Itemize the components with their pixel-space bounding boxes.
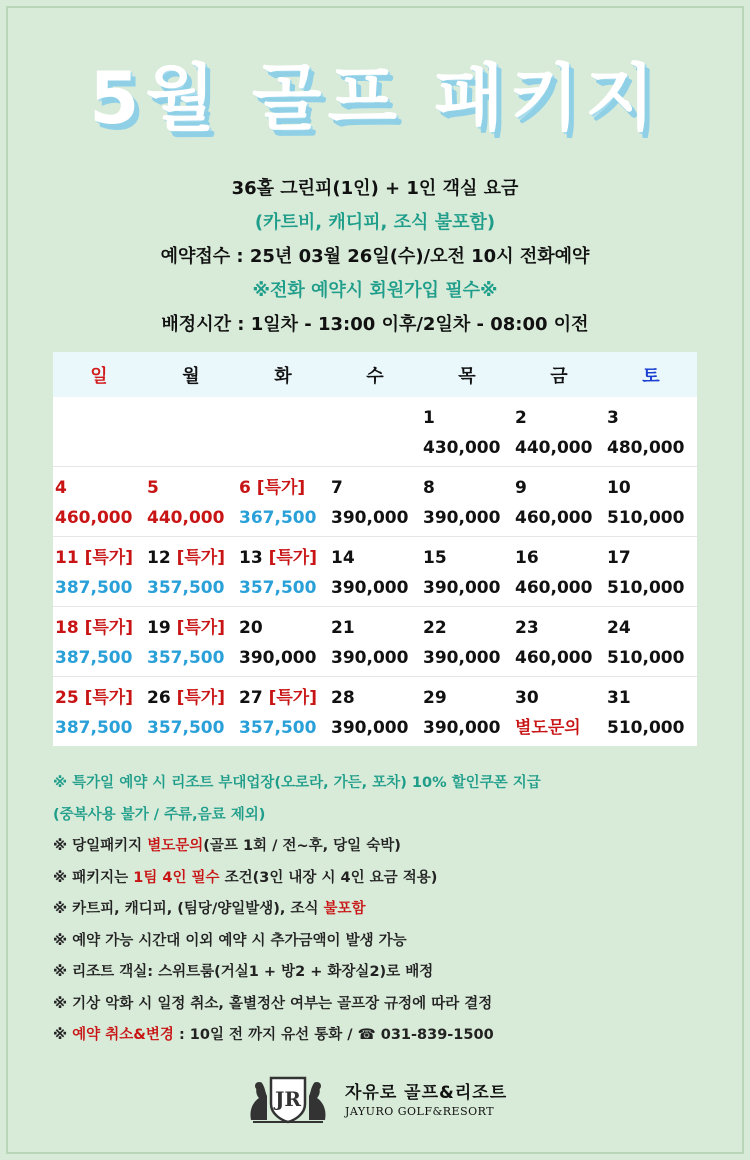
cell-date: 17 — [607, 548, 631, 568]
calendar-cell — [421, 607, 513, 676]
calendar-week — [53, 467, 697, 537]
calendar-cell-special — [53, 537, 145, 606]
special-tag: [특가] — [176, 688, 225, 708]
note-item: ※ 예약 취소&변경 : 10일 전 까지 유선 통화 / ☎ 031-839-1500 — [53, 1027, 494, 1043]
calendar-cell-special — [237, 677, 329, 746]
cell-price: 390,000 — [331, 648, 409, 668]
cell-date: 6 [특가] — [239, 478, 306, 498]
calendar-cell — [53, 467, 145, 536]
info-line-5: 배정시간 : 1일차 - 13:00 이후/2일차 - 08:00 이전 — [161, 314, 589, 335]
cell-date: 18 [특가] — [55, 618, 133, 638]
calendar-cell-special — [53, 607, 145, 676]
cell-price: 390,000 — [423, 508, 501, 528]
day-header: 화 — [274, 365, 292, 387]
cell-price: 387,500 — [55, 578, 133, 598]
logo-name-en: JAYURO GOLF&RESORT — [345, 1105, 495, 1118]
note-item: ※ 예약 가능 시간대 이외 예약 시 추가금액이 발생 가능 — [53, 932, 407, 949]
calendar-cell — [329, 677, 421, 746]
special-tag: [특가] — [84, 618, 133, 638]
calendar-cell-empty — [53, 397, 145, 466]
calendar-cell-special — [145, 677, 237, 746]
price-calendar — [53, 352, 697, 746]
cell-date: 4 — [55, 478, 67, 498]
day-header: 금 — [550, 365, 568, 387]
cell-price: 480,000 — [607, 438, 685, 458]
cell-price: 390,000 — [331, 578, 409, 598]
cell-price: 430,000 — [423, 438, 501, 458]
cell-price: 367,500 — [239, 508, 317, 528]
cell-date: 23 — [515, 618, 539, 638]
cell-date: 20 — [239, 618, 263, 638]
calendar-cell — [329, 607, 421, 676]
calendar-cell — [605, 677, 697, 746]
calendar-cell — [605, 467, 697, 536]
cell-price: 390,000 — [423, 718, 501, 738]
calendar-header — [53, 352, 697, 397]
cell-price: 460,000 — [55, 508, 133, 528]
cell-date: 21 — [331, 618, 355, 638]
cell-date: 12 [특가] — [147, 548, 225, 568]
cell-price: 387,500 — [55, 648, 133, 668]
special-tag: [특가] — [268, 688, 317, 708]
cell-date: 27 [특가] — [239, 688, 317, 708]
logo-name-ko: 자유로 골프&리조트 — [345, 1083, 508, 1103]
info-line-4: ※전화 예약시 회원가입 필수※ — [252, 280, 498, 301]
page-title: 5월 골프 패키지 — [89, 56, 661, 140]
cell-price: 357,500 — [239, 578, 317, 598]
special-tag: [특가] — [176, 548, 225, 568]
cell-date: 9 — [515, 478, 527, 498]
cell-date: 24 — [607, 618, 631, 638]
calendar-cell — [605, 607, 697, 676]
calendar-cell — [421, 397, 513, 466]
cell-price: 별도문의 — [515, 718, 581, 738]
info-line-1: 36홀 그린피(1인) + 1인 객실 요금 — [231, 178, 519, 199]
cell-date: 15 — [423, 548, 447, 568]
day-header: 수 — [366, 365, 384, 387]
day-header: 일 — [90, 365, 108, 387]
cell-date: 5 — [147, 478, 159, 498]
day-header: 목 — [458, 365, 476, 387]
note-item: ※ 카트피, 캐디피, (팀당/양일발생), 조식 불포함 — [53, 901, 366, 917]
calendar-cell — [513, 537, 605, 606]
special-tag: [특가] — [256, 478, 306, 498]
cell-date: 19 [특가] — [147, 618, 225, 638]
cell-price: 357,500 — [147, 648, 225, 668]
calendar-cell-empty — [237, 397, 329, 466]
calendar-cell-special — [145, 607, 237, 676]
cell-price: 390,000 — [423, 578, 501, 598]
cell-price: 357,500 — [147, 718, 225, 738]
calendar-week — [53, 537, 697, 607]
calendar-cell-special — [53, 677, 145, 746]
cell-date: 14 — [331, 548, 355, 568]
cell-date: 26 [특가] — [147, 688, 225, 708]
svg-text:JR: JR — [274, 1087, 302, 1111]
cell-price: 390,000 — [239, 648, 317, 668]
cell-price: 510,000 — [607, 648, 685, 668]
cell-date: 7 — [331, 478, 343, 498]
calendar-cell — [145, 467, 237, 536]
cell-price: 440,000 — [147, 508, 225, 528]
resort-logo — [243, 1072, 507, 1124]
calendar-cell — [421, 537, 513, 606]
cell-date: 1 — [423, 408, 435, 428]
cell-price: 460,000 — [515, 508, 593, 528]
calendar-week — [53, 397, 697, 467]
calendar-cell — [513, 607, 605, 676]
calendar-cell-special — [237, 537, 329, 606]
calendar-cell — [421, 677, 513, 746]
calendar-cell — [513, 397, 605, 466]
cell-date: 2 — [515, 408, 527, 428]
calendar-week — [53, 677, 697, 746]
jr-crest-icon — [243, 1072, 333, 1124]
calendar-cell-special — [145, 537, 237, 606]
day-header: 월 — [182, 365, 200, 387]
cell-price: 440,000 — [515, 438, 593, 458]
package-info — [0, 172, 750, 342]
cell-date: 28 — [331, 688, 355, 708]
special-tag: [특가] — [268, 548, 317, 568]
note-item: ※ 리조트 객실: 스위트룸(거실1 + 방2 + 화장실2)로 배정 — [53, 964, 434, 980]
special-tag: [특가] — [176, 618, 225, 638]
cell-date: 16 — [515, 548, 539, 568]
note-item: ※ 특가일 예약 시 리조트 부대업장(오로라, 가든, 포차) 10% 할인쿠폰 지급 — [53, 775, 541, 791]
cell-price: 510,000 — [607, 718, 685, 738]
cell-price: 510,000 — [607, 578, 685, 598]
calendar-cell — [513, 467, 605, 536]
cell-price: 460,000 — [515, 648, 593, 668]
cell-price: 510,000 — [607, 508, 685, 528]
cell-date: 13 [특가] — [239, 548, 317, 568]
calendar-cell — [421, 467, 513, 536]
cell-price: 390,000 — [423, 648, 501, 668]
note-item: ※ 패키지는 1팀 4인 필수 조건(3인 내장 시 4인 요금 적용) — [53, 869, 438, 886]
note-item: ※ 기상 악화 시 일정 취소, 홀별정산 여부는 골프장 규정에 따라 결정 — [53, 995, 493, 1012]
calendar-week — [53, 607, 697, 677]
note-item: ※ 당일패키지 별도문의(골프 1회 / 전~후, 당일 숙박) — [53, 838, 401, 854]
cell-price: 357,500 — [147, 578, 225, 598]
calendar-cell — [329, 537, 421, 606]
cell-price: 387,500 — [55, 718, 133, 738]
cell-date: 10 — [607, 478, 631, 498]
calendar-cell — [513, 677, 605, 746]
cell-price: 390,000 — [331, 718, 409, 738]
cell-date: 11 [특가] — [55, 548, 133, 568]
cell-price: 460,000 — [515, 578, 593, 598]
calendar-cell — [237, 607, 329, 676]
calendar-cell-empty — [329, 397, 421, 466]
info-line-2: (카트비, 캐디피, 조식 불포함) — [254, 212, 496, 233]
cell-date: 22 — [423, 618, 447, 638]
cell-date: 8 — [423, 478, 435, 498]
special-tag: [특가] — [84, 548, 133, 568]
calendar-cell-special — [237, 467, 329, 536]
calendar-cell — [605, 537, 697, 606]
cell-date: 3 — [607, 408, 619, 428]
cell-date: 31 — [607, 688, 631, 708]
calendar-cell — [329, 467, 421, 536]
cell-price: 390,000 — [331, 508, 409, 528]
cell-date: 30 — [515, 688, 539, 708]
notes-list — [53, 768, 713, 1052]
calendar-cell-empty — [145, 397, 237, 466]
calendar-cell — [605, 397, 697, 466]
cell-date: 29 — [423, 688, 447, 708]
special-tag: [특가] — [84, 688, 133, 708]
day-header: 토 — [642, 365, 660, 387]
note-item: (중복사용 불가 / 주류,음료 제외) — [53, 806, 266, 823]
cell-date: 25 [특가] — [55, 688, 133, 708]
info-line-3: 예약접수 : 25년 03월 26일(수)/오전 10시 전화예약 — [160, 246, 590, 267]
cell-price: 357,500 — [239, 718, 317, 738]
